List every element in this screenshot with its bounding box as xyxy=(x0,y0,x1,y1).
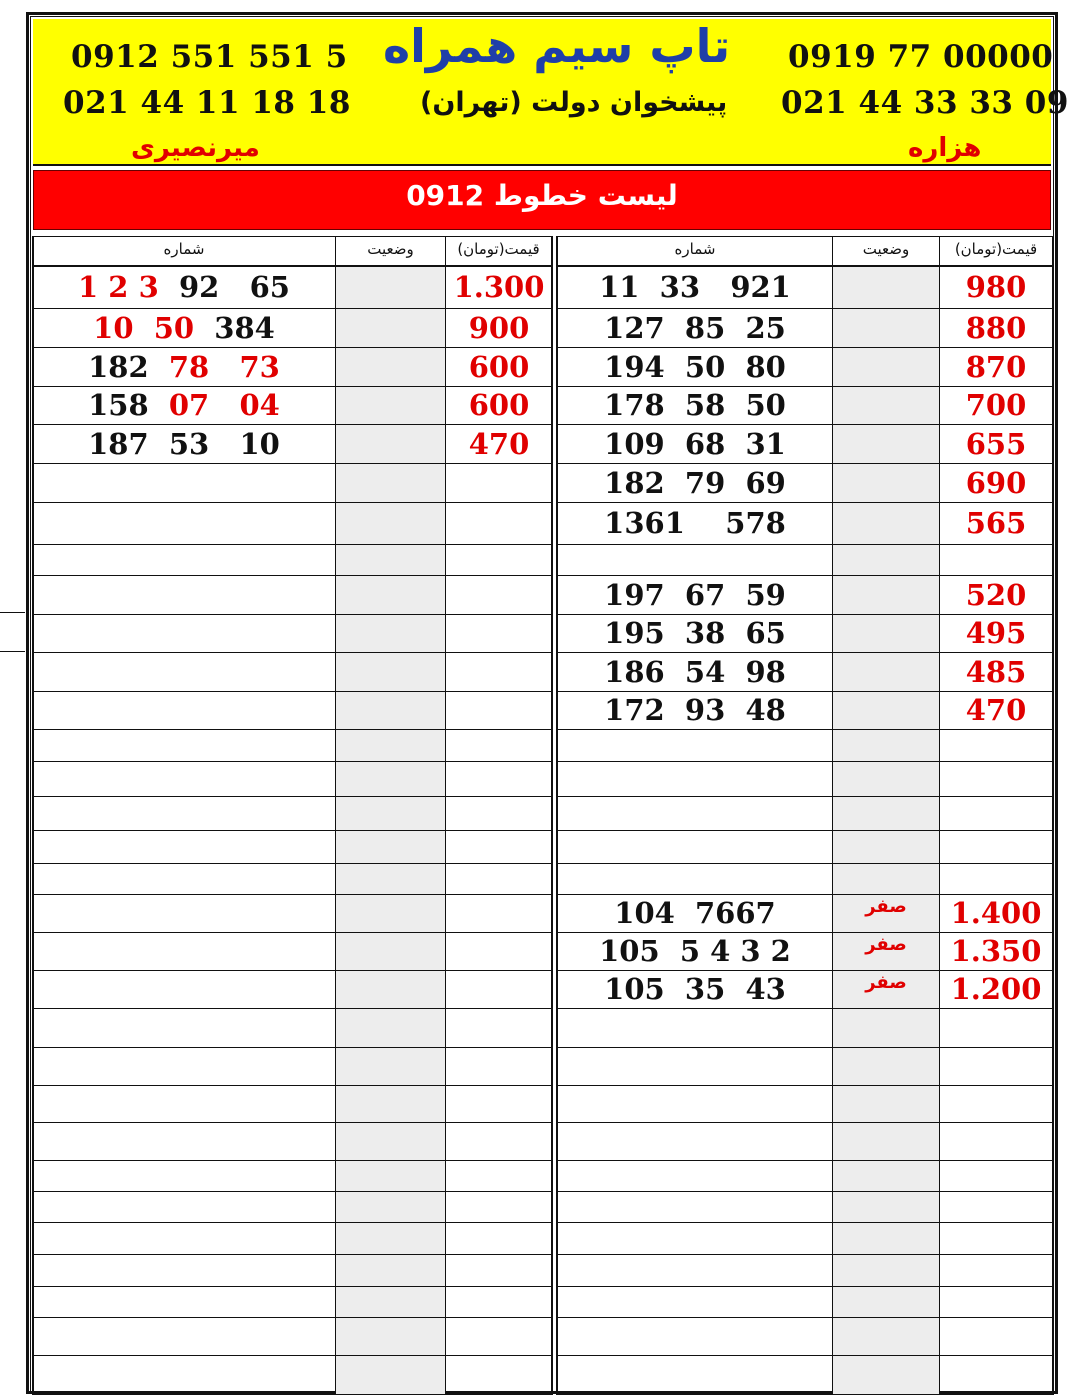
row-divider xyxy=(556,1122,1054,1123)
left-line-number xyxy=(34,427,334,461)
left-line-price: 600 xyxy=(468,388,530,422)
right-line-price: 1.400 xyxy=(950,896,1042,930)
right-line-number: 105 35 43 xyxy=(604,972,786,1006)
row-divider xyxy=(556,265,1054,266)
row-divider xyxy=(32,1160,553,1161)
left-line-price: 900 xyxy=(468,310,530,345)
left-phone: 021 44 11 18 18 xyxy=(63,85,351,121)
row-divider xyxy=(556,308,1054,309)
row-divider xyxy=(556,796,1054,797)
brand-title: تاپ سیم همراه xyxy=(383,19,731,73)
row-divider xyxy=(32,575,553,576)
margin-tick xyxy=(0,651,25,652)
row-divider xyxy=(32,1047,553,1048)
number-segment: 10 50 xyxy=(93,310,195,345)
row-divider xyxy=(32,796,553,797)
title-bar xyxy=(33,170,1051,230)
row-divider xyxy=(32,1008,553,1009)
row-divider xyxy=(32,1191,553,1192)
row-divider xyxy=(556,761,1054,762)
row-divider xyxy=(32,830,553,831)
row-divider xyxy=(32,1317,553,1318)
row-divider xyxy=(556,932,1054,933)
right-line-number: 104 7667 xyxy=(614,896,776,930)
right-line-price: 470 xyxy=(965,693,1027,727)
number-segment: 182 xyxy=(88,349,169,384)
row-divider xyxy=(32,1122,553,1123)
right-line-number: 105 5 4 3 2 xyxy=(599,934,791,968)
row-divider xyxy=(32,1085,553,1086)
right-line-price: 880 xyxy=(965,310,1027,345)
row-divider xyxy=(32,463,553,464)
left-mobile: 0912 551 551 5 xyxy=(71,39,348,75)
row-divider xyxy=(556,347,1054,348)
number-segment: 187 53 10 xyxy=(88,426,280,461)
right-line-price: 520 xyxy=(965,577,1027,612)
left-line-number xyxy=(34,388,334,422)
row-divider xyxy=(32,729,553,730)
row-divider xyxy=(556,614,1054,615)
right-line-number: 172 93 48 xyxy=(604,693,786,727)
column-divider xyxy=(832,236,833,1394)
left-line-number xyxy=(34,311,334,345)
left-number-header: شماره xyxy=(163,240,205,258)
right-phone: 021 44 33 33 09 xyxy=(781,85,1069,121)
left-price-header: قیمت(تومان) xyxy=(457,240,540,258)
left-line-price: 1.300 xyxy=(453,270,545,304)
row-divider xyxy=(32,1394,553,1395)
right-line-number: 109 68 31 xyxy=(604,426,786,461)
row-divider xyxy=(32,761,553,762)
row-divider xyxy=(556,502,1054,503)
row-divider xyxy=(556,1355,1054,1356)
row-divider xyxy=(556,863,1054,864)
right-line-number: 1361 578 xyxy=(604,506,786,540)
right-line-number: 11 33 921 xyxy=(599,270,791,304)
right-line-number: 178 58 50 xyxy=(604,388,786,422)
right-line-number: 186 54 98 xyxy=(604,654,786,689)
row-divider xyxy=(32,266,553,267)
right-line-status: صفر xyxy=(865,972,907,993)
row-divider xyxy=(32,386,553,387)
number-segment: 07 04 xyxy=(168,388,280,422)
left-status-header: وضعیت xyxy=(367,240,414,258)
list-title: لیست خطوط 0912 xyxy=(406,179,678,212)
number-segment: 1 2 3 xyxy=(78,270,159,304)
row-divider xyxy=(556,1047,1054,1048)
row-divider xyxy=(556,1394,1054,1395)
row-divider xyxy=(556,894,1054,895)
right-line-number: 194 50 80 xyxy=(604,349,786,384)
number-segment: 92 65 xyxy=(158,270,290,304)
right-line-price: 690 xyxy=(965,465,1027,500)
row-divider xyxy=(556,1191,1054,1192)
row-divider xyxy=(32,970,553,971)
row-divider xyxy=(32,502,553,503)
margin-tick xyxy=(0,612,25,613)
row-divider xyxy=(556,575,1054,576)
row-divider xyxy=(32,1355,553,1356)
row-divider xyxy=(556,236,1054,237)
row-divider xyxy=(32,932,553,933)
left-line-number xyxy=(34,350,334,384)
row-divider xyxy=(32,236,553,237)
row-divider xyxy=(32,347,553,348)
row-divider xyxy=(32,424,553,425)
right-line-number: 195 38 65 xyxy=(604,616,786,650)
row-divider xyxy=(556,1286,1054,1287)
left-person: میرنصیری xyxy=(131,133,260,163)
row-divider xyxy=(556,1254,1054,1255)
row-divider xyxy=(556,652,1054,653)
number-segment: 384 xyxy=(194,310,275,345)
right-line-price: 1.350 xyxy=(950,934,1042,968)
row-divider xyxy=(32,1222,553,1223)
row-divider xyxy=(556,1222,1054,1223)
left-line-number xyxy=(34,270,334,304)
row-divider xyxy=(556,1160,1054,1161)
subtitle: پیشخوان دولت (تهران) xyxy=(420,87,728,118)
left-line-price: 470 xyxy=(468,426,530,461)
right-status-header: وضعیت xyxy=(862,240,910,258)
row-divider xyxy=(32,614,553,615)
row-divider xyxy=(556,463,1054,464)
right-line-price: 655 xyxy=(965,426,1027,461)
row-divider xyxy=(556,424,1054,425)
left-line-price: 600 xyxy=(468,349,530,384)
header-banner xyxy=(33,19,1069,166)
right-price-header: قیمت(تومان) xyxy=(954,240,1038,258)
row-divider xyxy=(32,894,553,895)
row-divider xyxy=(32,1254,553,1255)
right-person: هزاره xyxy=(908,133,982,163)
number-segment: 158 xyxy=(88,388,169,422)
right-line-number: 182 79 69 xyxy=(604,465,786,500)
right-line-price: 1.200 xyxy=(950,972,1042,1006)
row-divider xyxy=(556,386,1054,387)
right-line-number: 197 67 59 xyxy=(604,577,786,612)
row-divider xyxy=(556,970,1054,971)
row-divider xyxy=(556,1008,1054,1009)
row-divider xyxy=(556,729,1054,730)
right-line-status: صفر xyxy=(865,896,907,917)
right-number-header: شماره xyxy=(674,240,716,258)
right-line-status: صفر xyxy=(865,934,907,955)
row-divider xyxy=(32,1286,553,1287)
right-line-price: 700 xyxy=(965,388,1027,422)
right-line-price: 485 xyxy=(965,654,1027,689)
row-divider xyxy=(556,691,1054,692)
right-line-number: 127 85 25 xyxy=(604,310,786,345)
row-divider xyxy=(32,308,553,309)
row-divider xyxy=(32,652,553,653)
row-divider xyxy=(556,266,1054,267)
row-divider xyxy=(32,691,553,692)
row-divider xyxy=(556,544,1054,545)
right-line-price: 980 xyxy=(965,270,1027,304)
right-line-price: 870 xyxy=(965,349,1027,384)
row-divider xyxy=(32,863,553,864)
row-divider xyxy=(556,1085,1054,1086)
row-divider xyxy=(556,1317,1054,1318)
row-divider xyxy=(32,265,553,266)
row-divider xyxy=(556,830,1054,831)
row-divider xyxy=(32,544,553,545)
column-divider xyxy=(335,236,336,1394)
number-segment: 78 73 xyxy=(168,349,280,384)
right-mobile: 0919 77 00000 xyxy=(788,39,1054,75)
right-line-price: 565 xyxy=(965,506,1027,540)
right-line-price: 495 xyxy=(965,616,1027,650)
